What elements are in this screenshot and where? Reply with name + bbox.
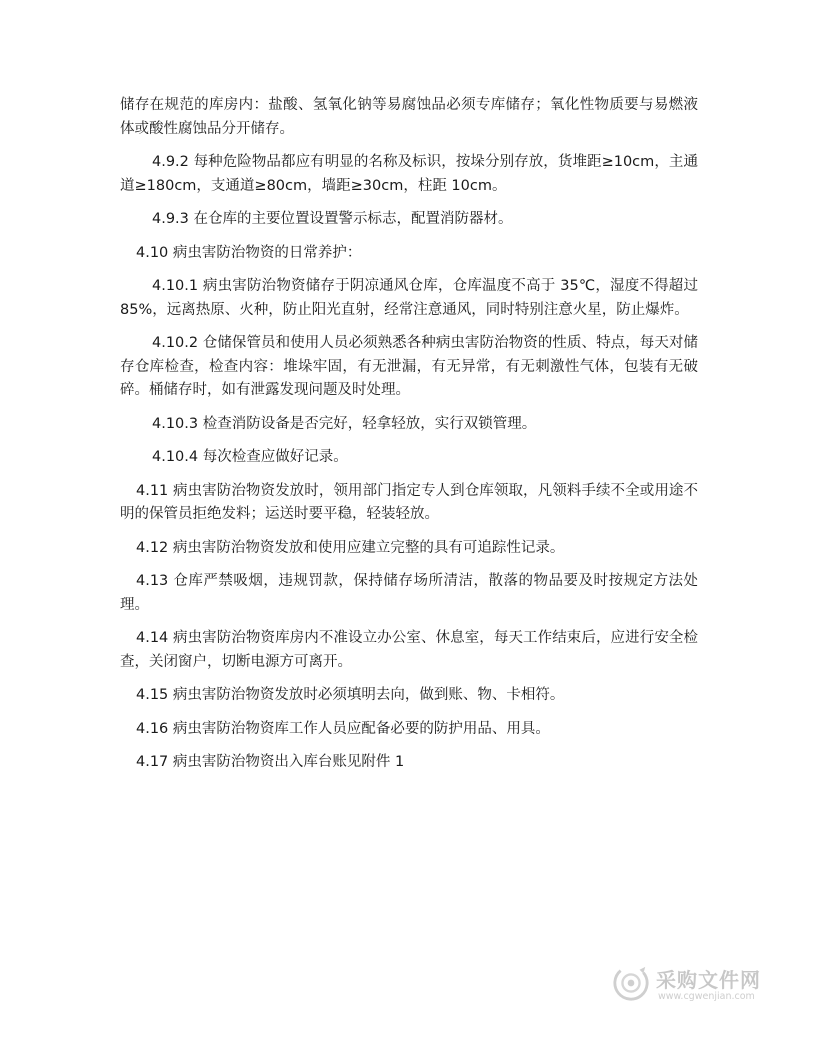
- paragraph-4-13: 4.13 仓库严禁吸烟，违规罚款，保持储存场所清洁，散落的物品要及时按规定方法处理。: [120, 573, 698, 613]
- paragraph-4-10-2: 4.10.2 仓储保管员和使用人员必须熟悉各种病虫害防治物资的性质、特点，每天对储存仓库检查，检查内容：堆垛牢固，有无泄漏，有无异常，有无刺激性气体，包装有无破碎。桶储存时，如有泄露发现问题及时处理。: [120, 335, 698, 398]
- paragraph-4-10-1: 4.10.1 病虫害防治物资储存于阴凉通风仓库，仓库温度不高于 35℃，湿度不得超过 85%，远离热原、火种，防止阳光直射，经常注意通风，同时特别注意火星，防止爆炸。: [120, 278, 698, 318]
- watermark-title: 采购文件网: [656, 968, 761, 992]
- document-body: [120, 94, 698, 785]
- cgwenjian-logo-icon: [612, 964, 650, 1002]
- paragraph-4-9-3: 4.9.3 在仓库的主要位置设置警示标志，配置消防器材。: [152, 211, 513, 227]
- paragraph-4-15: 4.15 病虫害防治物资发放时必须填明去向，做到账、物、卡相符。: [136, 687, 565, 703]
- paragraph-4-11: 4.11 病虫害防治物资发放时，领用部门指定专人到仓库领取，凡领料手续不全或用途不明的保管员拒绝发料；运送时要平稳，轻装轻放。: [120, 482, 698, 522]
- paragraph-4-9-2: 4.9.2 每种危险物品都应有明显的名称及标识，按垛分别存放，货堆距≥10cm，主通道≥180cm，支通道≥80cm，墙距≥30cm，柱距 10cm。: [120, 154, 698, 194]
- paragraph-4-17: 4.17 病虫害防治物资出入库台账见附件 1: [136, 754, 405, 770]
- watermark-url: www.cgwenjian.com: [658, 991, 755, 1002]
- paragraph-4-14: 4.14 病虫害防治物资库房内不准设立办公室、休息室，每天工作结束后，应进行安全检查，关闭窗户，切断电源方可离开。: [120, 630, 698, 670]
- paragraph-4-10-4: 4.10.4 每次检查应做好记录。: [152, 449, 348, 465]
- heading-4-10: 4.10 病虫害防治物资的日常养护：: [136, 244, 362, 261]
- paragraph-storage-continuation: 储存在规范的库房内：盐酸、氢氧化钠等易腐蚀品必须专库储存；氧化性物质要与易燃液体或酸性腐蚀品分开储存。: [120, 97, 698, 137]
- paragraph-4-12: 4.12 病虫害防治物资发放和使用应建立完整的具有可追踪性记录。: [136, 539, 565, 556]
- paragraph-4-10-3: 4.10.3 检查消防设备是否完好，轻拿轻放，实行双锁管理。: [152, 415, 537, 432]
- paragraph-4-16: 4.16 病虫害防治物资库工作人员应配备必要的防护用品、用具。: [136, 720, 550, 737]
- watermark: [612, 962, 782, 1008]
